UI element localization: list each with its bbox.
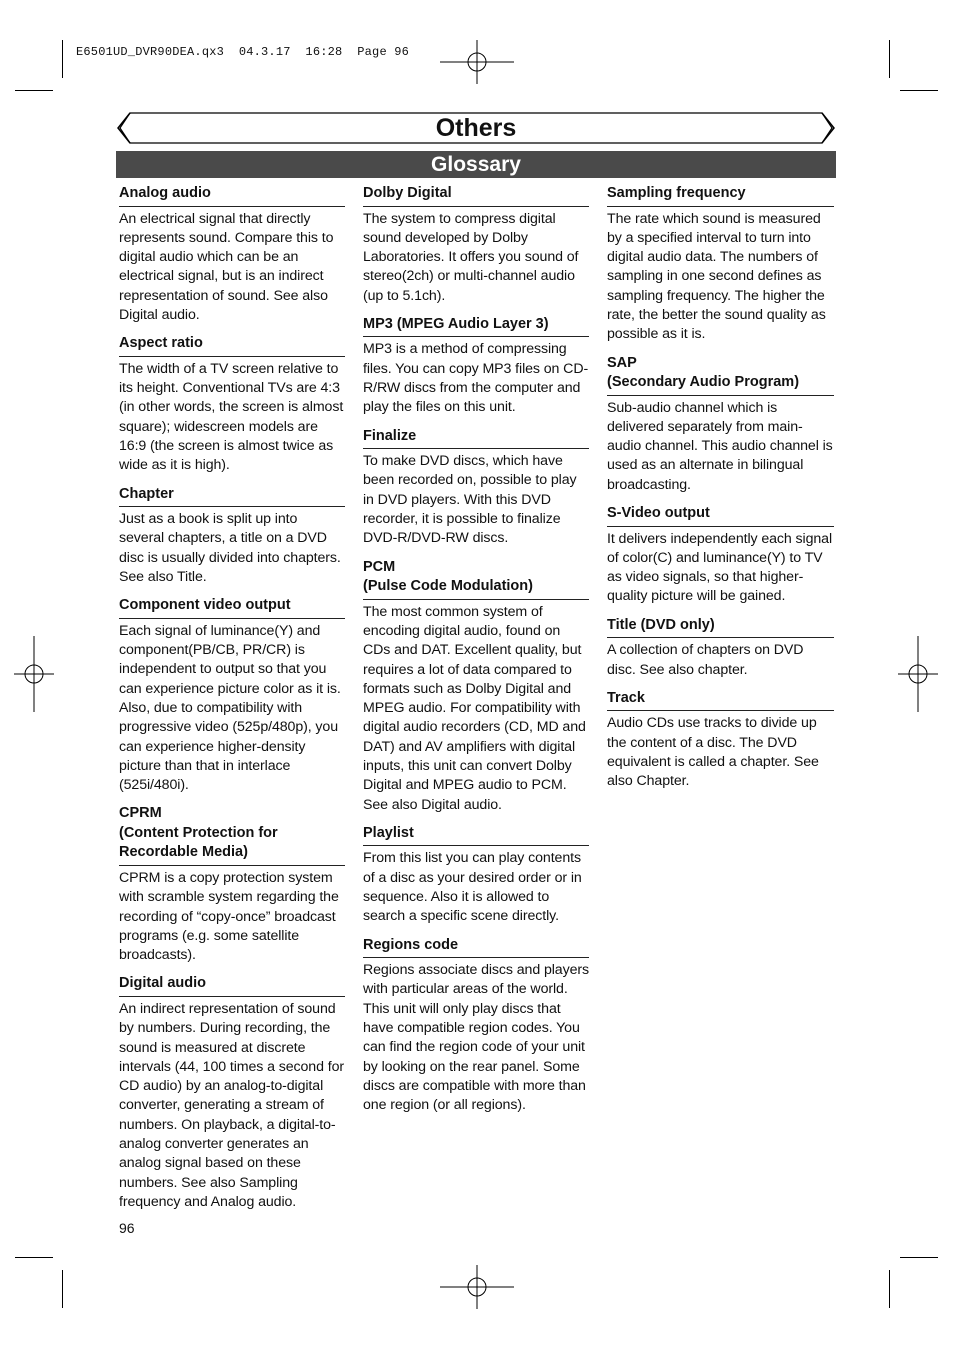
glossary-definition: CPRM is a copy protection system with scramble system regarding the recording of “copy-once” broadcast programs (e.g. some satellite broadcasts). [119, 869, 339, 964]
crop-mark [889, 40, 890, 78]
glossary-term: Aspect ratio [119, 333, 345, 357]
glossary-column-1 [119, 183, 345, 1220]
glossary-entry [607, 183, 834, 345]
glossary-definition: Regions associate discs and players with particular areas of the world. This unit will only play discs that have compatible region codes. You can find the region code of your unit by looking on the rear panel. Some discs are compatible with more than one region (or all regions). [363, 962, 589, 1114]
glossary-entry [607, 688, 834, 792]
glossary-entry [119, 183, 345, 325]
glossary-term: Track [607, 688, 834, 712]
glossary-entry [363, 823, 589, 927]
glossary-entry [119, 595, 345, 795]
crop-mark [62, 40, 63, 78]
glossary-term: Chapter [119, 484, 345, 508]
glossary-term: Playlist [363, 823, 589, 847]
page-number: 96 [119, 1220, 135, 1236]
glossary-entry [119, 484, 345, 588]
glossary-entry [607, 353, 834, 495]
subsection-title: Glossary [116, 151, 836, 178]
glossary-entry [607, 503, 834, 607]
glossary-term: S-Video output [607, 503, 834, 527]
crop-mark [900, 90, 938, 91]
glossary-term: Dolby Digital [363, 183, 589, 207]
glossary-definition: A collection of chapters on DVD disc. See also chapter. [607, 642, 804, 678]
glossary-entry [363, 314, 589, 418]
registration-mark-icon [14, 636, 54, 712]
glossary-term: Regions code [363, 935, 589, 959]
glossary-entry [363, 183, 589, 306]
glossary-entry [119, 973, 345, 1212]
glossary-definition: The rate which sound is measured by a specified interval to turn into digital audio data. The numbers of sampling in one second defines as sampling frequency. The higher the rate, the better the sound quality as possible as it is. [607, 210, 826, 343]
registration-mark-icon [440, 40, 514, 84]
section-banner [116, 112, 836, 144]
crop-mark [900, 1257, 938, 1258]
registration-mark-icon [440, 1265, 514, 1309]
glossary-entry [119, 803, 345, 965]
glossary-definition: An electrical signal that directly represents sound. Compare this to digital audio which can be an electrical signal, but is an indirect representation of sound. See also Digital audio. [119, 210, 334, 323]
glossary-definition: Just as a book is split up into several chapters, a title on a DVD disc is usually divided into chapters. See also Title. [119, 511, 341, 585]
glossary-definition: The width of a TV screen relative to its height. Conventional TVs are 4:3 (in other words, the screen is almost square); widescreen models are 16:9 (the screen is almost twice as wide as it is high). [119, 360, 344, 474]
glossary-term: SAP (Secondary Audio Program) [607, 353, 834, 396]
print-slug: E6501UD_DVR90DEA.qx3 04.3.17 16:28 Page 96 [76, 45, 410, 59]
section-title: Others [435, 114, 517, 142]
glossary-definition: The system to compress digital sound developed by Dolby Laboratories. It offers you sound of stereo(2ch) or multi-channel audio (up to 5.1ch). [363, 210, 579, 304]
crop-mark [62, 1270, 63, 1308]
crop-mark [15, 90, 53, 91]
glossary-term: PCM (Pulse Code Modulation) [363, 557, 589, 600]
glossary-definition: Audio CDs use tracks to divide up the content of a disc. The DVD equivalent is called a chapter. See also Chapter. [607, 715, 819, 790]
glossary-definition: From this list you can play contents of a disc as your desired order or in sequence. Also it is allowed to search a specific scene directly. [363, 850, 582, 925]
glossary-term: Finalize [363, 426, 589, 450]
glossary-term: Sampling frequency [607, 183, 834, 207]
glossary-term: CPRM (Content Protection for Recordable Media) [119, 803, 345, 866]
glossary-term: MP3 (MPEG Audio Layer 3) [363, 314, 589, 338]
glossary-term: Digital audio [119, 973, 345, 997]
glossary-definition: It delivers independently each signal of color(C) and luminance(Y) to TV as video signals, so that higher-quality picture will be gained. [607, 530, 833, 605]
glossary-entry [119, 333, 345, 475]
glossary-term: Analog audio [119, 183, 345, 207]
glossary-term: Component video output [119, 595, 345, 619]
glossary-term: Title (DVD only) [607, 615, 834, 639]
glossary-definition: To make DVD discs, which have been recorded on, possible to play in DVD players. With this DVD recorder, it is possible to finalize DVD-R/DVD-RW discs. [363, 453, 577, 547]
glossary-definition: The most common system of encoding digital audio, found on CDs and DAT. Excellent quality, but requires a lot of data compared to formats such as Dolby Digital and MPEG audio. For compatibility with digital audio recorders (CD, MD and DAT) and AV amplifiers with digital inputs, this unit can convert Dolby Digital and MPEG audio to PCM. See also Digital audio. [363, 603, 586, 813]
glossary-column-3 [607, 183, 834, 800]
crop-mark [15, 1257, 53, 1258]
registration-mark-icon [898, 636, 938, 712]
glossary-definition: MP3 is a method of compressing files. You can copy MP3 files on CD-R/RW discs from the computer and play the files on this unit. [363, 341, 589, 416]
glossary-entry [363, 935, 589, 1116]
crop-mark [889, 1270, 890, 1308]
glossary-definition: Sub-audio channel which is delivered separately from main-audio channel. This audio channel is used as an alternate in bilingual broadcasting. [607, 399, 833, 493]
glossary-entry [363, 557, 589, 815]
glossary-definition: An indirect representation of sound by numbers. During recording, the sound is measured at discrete intervals (44, 100 times a second for CD audio) by an analog-to-digital converter, generating a stream of numbers. On playback, a digital-to-analog converter generates an analog signal based on these numbers. See also Sampling frequency and Analog audio. [119, 1000, 344, 1210]
glossary-definition: Each signal of luminance(Y) and component(PB/CB, PR/CR) is independent to output so that you can experience picture color as it is. Also, due to compatibility with progressive video (525p/480p), you can experience higher-density picture than that in interlace (525i/480i). [119, 622, 341, 794]
glossary-column-2 [363, 183, 589, 1123]
glossary-entry [607, 615, 834, 680]
glossary-entry [363, 426, 589, 549]
